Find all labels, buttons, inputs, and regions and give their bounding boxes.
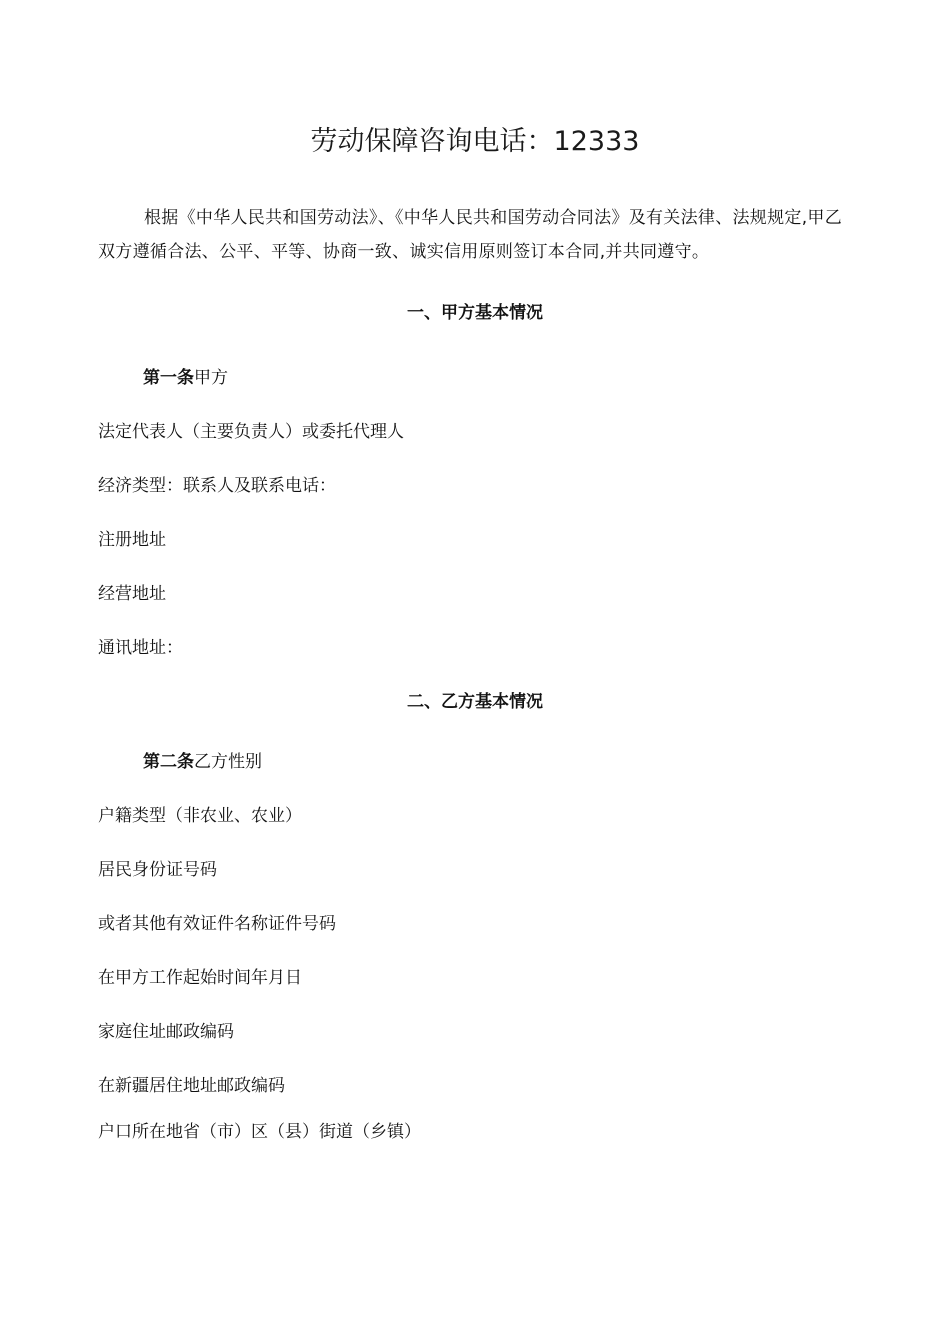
section-heading-party-a: 一、甲方基本情况 [407, 303, 543, 323]
field-legal-representative: 法定代表人（主要负责人）或委托代理人 [98, 422, 404, 442]
article-2-label: 第二条 [143, 752, 194, 772]
field-registered-address: 注册地址 [98, 530, 166, 550]
field-xinjiang-address: 在新疆居住地址邮政编码 [98, 1076, 285, 1096]
document-title: 劳动保障咨询电话：12333 [310, 126, 640, 157]
field-mailing-address: 通讯地址： [98, 638, 183, 658]
article-2-text: 乙方性别 [194, 752, 262, 772]
article-2 [143, 752, 262, 772]
intro-paragraph: 根据《中华人民共和国劳动法》、《中华人民共和国劳动合同法》及有关法律、法规规定,甲乙双方遵循合法、公平、平等、协商一致、诚实信用原则签订本合同,并共同遵守。 [98, 208, 843, 262]
article-1 [143, 368, 228, 388]
article-1-text: 甲方 [194, 368, 228, 388]
field-start-date: 在甲方工作起始时间年月日 [98, 968, 302, 988]
field-other-id: 或者其他有效证件名称证件号码 [98, 914, 336, 934]
section-heading-party-b: 二、乙方基本情况 [407, 692, 543, 712]
field-household-type: 户籍类型（非农业、农业） [98, 806, 302, 826]
field-id-number: 居民身份证号码 [98, 860, 217, 880]
field-home-address: 家庭住址邮政编码 [98, 1022, 234, 1042]
field-economic-type: 经济类型：联系人及联系电话： [98, 476, 336, 496]
article-1-label: 第一条 [143, 368, 194, 388]
field-business-address: 经营地址 [98, 584, 166, 604]
field-hukou-location: 户口所在地省（市）区（县）街道（乡镇） [98, 1122, 421, 1142]
